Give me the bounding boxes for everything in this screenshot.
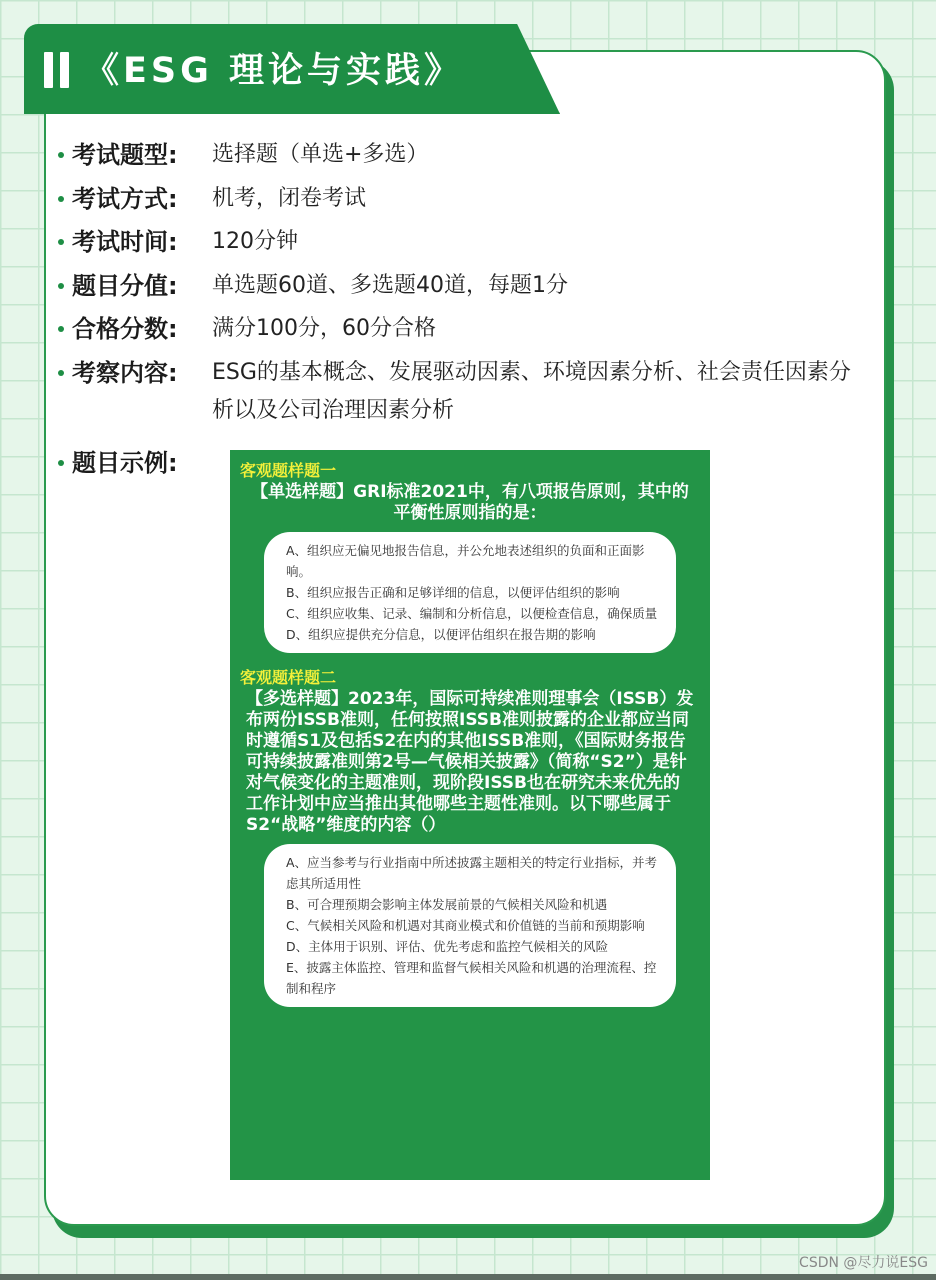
bullet-icon bbox=[58, 152, 64, 158]
info-row-score bbox=[58, 267, 858, 311]
bullet-icon bbox=[58, 370, 64, 376]
sample-questions-panel bbox=[230, 450, 710, 1180]
info-label: 考试时间: bbox=[72, 228, 178, 256]
info-label: 考试题型: bbox=[72, 141, 178, 169]
double-bar-icon bbox=[44, 52, 70, 88]
info-row-pass bbox=[58, 310, 858, 354]
info-row-content bbox=[58, 354, 858, 431]
info-label: 考察内容: bbox=[72, 358, 178, 387]
info-value: 满分100分，60分合格 bbox=[212, 316, 436, 341]
option-item: D、主体用于识别、评估、优先考虑和监控气候相关的风险 bbox=[286, 939, 609, 954]
bullet-icon bbox=[58, 196, 64, 202]
info-row-method bbox=[58, 180, 858, 224]
info-label: 合格分数: bbox=[72, 315, 178, 343]
sample1-options bbox=[264, 532, 676, 653]
option-item: A、组织应无偏见地报告信息，并公允地表述组织的负面和正面影响。 bbox=[286, 543, 645, 579]
option-item: B、可合理预期会影响主体发展前景的气候相关风险和机遇 bbox=[286, 897, 608, 912]
bullet-icon bbox=[58, 283, 64, 289]
info-row-time bbox=[58, 223, 858, 267]
sample1-title: 客观题样题一 bbox=[240, 461, 337, 480]
info-row-type bbox=[58, 136, 858, 180]
option-item: C、气候相关风险和机遇对其商业模式和价值链的当前和预期影响 bbox=[286, 918, 645, 933]
info-value: ESG的基本概念、发展驱动因素、环境因素分析、社会责任因素分析以及公司治理因素分析 bbox=[212, 359, 851, 423]
info-label: 题目分值: bbox=[72, 271, 178, 300]
info-value: 单选题60道、多选题40道，每题1分 bbox=[212, 272, 568, 298]
info-label: 考试方式: bbox=[72, 184, 178, 213]
option-item: B、组织应报告正确和足够详细的信息，以便评估组织的影响 bbox=[286, 585, 620, 600]
page-title: 《ESG 理论与实践》 bbox=[84, 51, 464, 91]
info-value: 选择题（单选+多选） bbox=[212, 142, 429, 167]
info-value: 120分钟 bbox=[212, 229, 298, 254]
bullet-icon bbox=[58, 326, 64, 332]
example-label: 题目示例: bbox=[72, 449, 178, 477]
option-item: C、组织应收集、记录、编制和分析信息，以便检查信息，确保质量 bbox=[286, 606, 658, 621]
watermark: CSDN @尽力说ESG bbox=[799, 1255, 928, 1271]
bottom-strip bbox=[0, 1274, 936, 1280]
option-item: D、组织应提供充分信息，以便评估组织在报告期的影响 bbox=[286, 627, 596, 642]
bullet-icon bbox=[58, 460, 64, 466]
sample2-options bbox=[264, 844, 676, 1007]
option-item: A、应当参考与行业指南中所述披露主题相关的特定行业指标，并考虑其所适用性 bbox=[286, 855, 658, 891]
exam-info-list bbox=[58, 136, 858, 431]
info-value: 机考，闭卷考试 bbox=[212, 185, 367, 211]
sample2-title: 客观题样题二 bbox=[240, 668, 337, 687]
option-item: E、披露主体监控、管理和监督气候相关风险和机遇的治理流程、控制和程序 bbox=[286, 960, 657, 996]
sample2-stem: 【多选样题】2023年，国际可持续准则理事会（ISSB）发布两份ISSB准则，任何按照ISSB准则披露的企业都应当同时遵循S1及包括S2在内的其他ISSB准则，《国际财务报告可持续披露准则第2号—气候相关披露》（简称“S2”）是针对气候变化的主题准则，现阶段ISSB也在研究未来优先的工作计划中应当推出其他哪些主题性准则。以下哪些属于S2“战略”维度的内容（） bbox=[246, 689, 694, 835]
bullet-icon bbox=[58, 239, 64, 245]
sample1-stem: 【单选样题】GRI标准2021中，有八项报告原则，其中的平衡性原则指的是： bbox=[251, 482, 689, 523]
